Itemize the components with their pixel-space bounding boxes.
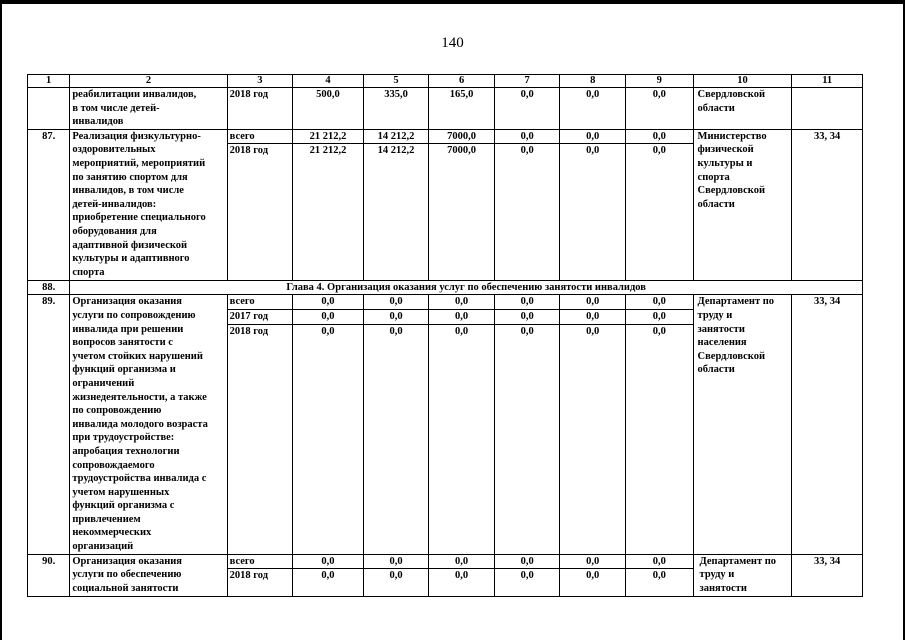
federal-cell [429,295,495,554]
chapter-row [28,280,863,295]
measure-name: Реализация физкультурно- оздоровительных мероприятий, мероприятий по занятию спортом для инвалидов, в том числе детей-инвалидов: приобретение специального оборудования для адаптивной физической культуры и адаптивного спорта [70,129,227,280]
year-cell [227,295,293,554]
amount: 0,0 [364,555,429,570]
measure-name-cell [70,554,227,596]
amount: 0,0 [429,310,494,325]
amount: 0,0 [560,310,625,325]
amount: 0,0 [626,310,693,325]
amount: 0,0 [652,145,666,157]
header-row [28,75,863,88]
year: всего [228,295,293,310]
year-cell [227,129,293,280]
target-numbers [792,88,863,130]
year: 2018 год [229,570,269,582]
amount: 0,0 [364,295,429,310]
local-cell [494,88,560,130]
regional-cell [363,295,429,554]
amount: 0,0 [495,555,560,570]
amount: 0,0 [586,570,600,582]
amount: 7000,0 [447,145,477,157]
amount: 0,0 [321,325,335,337]
table-row [28,88,863,130]
responsible-executor: Министерство физической культуры и спорта Свердловской области [693,129,792,280]
year: 2018 год [229,325,269,337]
federal-cell [429,88,495,130]
col-header: 1 [28,75,70,88]
amount: 0,0 [364,310,429,325]
amount: 0,0 [560,130,625,145]
col-header: 6 [429,75,495,88]
amount: 335,0 [384,89,408,100]
amount: 0,0 [586,325,600,337]
year: 2017 год [228,310,293,325]
other-cell [625,129,693,280]
regional-cell [363,88,429,130]
responsible-executor: Свердловской области [693,88,792,130]
target-numbers: 33, 34 [792,554,863,596]
row-number: 87. [28,129,70,280]
amount: 21 212,2 [293,130,363,145]
amount: 0,0 [586,145,600,157]
amount: 0,0 [520,570,534,582]
table-row [28,295,863,554]
amount: 0,0 [495,310,560,325]
amount: 0,0 [429,555,494,570]
amount: 21 212,2 [309,145,347,157]
table-row [28,554,863,596]
other-cell [625,295,693,554]
regional-cell [363,554,429,596]
col-header: 3 [227,75,293,88]
col-header: 10 [693,75,792,88]
measure-name: Организация оказания услуги по обеспечению социальной занятости [72,555,182,594]
responsible-executor-cell [693,554,792,596]
responsible-executor: Департамент по труду и занятости [699,555,777,594]
amount: 0,0 [560,555,625,570]
amount: 14 212,2 [377,145,415,157]
amount: 0,0 [652,89,666,100]
row-number [28,88,70,130]
page-left-border [0,0,2,640]
amount: 0,0 [293,310,363,325]
amount: 0,0 [652,570,666,582]
chapter-heading: Глава 4. Организация оказания услуг по обеспечению занятости инвалидов [70,280,863,295]
budget-table [27,74,863,597]
amount: 0,0 [455,570,469,582]
total-cell [293,554,364,596]
col-header: 9 [625,75,693,88]
row-number: 90. [28,554,70,596]
row-number: 89. [28,295,70,554]
col-header: 5 [363,75,429,88]
other-cell [625,554,693,596]
year: 2018 год [229,145,269,157]
offbudget-cell [560,554,626,596]
total-cell [293,295,364,554]
local-cell [494,129,560,280]
amount: 165,0 [449,89,474,100]
col-header: 11 [792,75,863,88]
other-cell [625,88,693,130]
target-numbers: 33, 34 [792,295,863,554]
offbudget-cell [560,88,626,130]
amount: 0,0 [560,295,625,310]
year: всего [228,555,293,570]
local-cell [494,554,560,596]
federal-cell [429,554,495,596]
total-cell [293,129,364,280]
target-numbers: 33, 34 [792,129,863,280]
year: 2018 год [229,89,269,100]
year-cell [227,88,293,130]
amount: 0,0 [495,295,560,310]
amount: 0,0 [652,325,666,337]
regional-cell [363,129,429,280]
amount: 0,0 [495,130,560,145]
col-header: 7 [494,75,560,88]
amount: 0,0 [455,325,469,337]
local-cell [494,295,560,554]
col-header: 4 [293,75,364,88]
federal-cell [429,129,495,280]
measure-name: Организация оказания услуги по сопровождению инвалида при решении вопросов занятости с учетом стойких нарушений функций организма и ограничений жизнедеятельности, а также по сопровождению инвалида молодого возраста при трудоустройстве: апробация технологии сопровождаемого трудоустройства инвалида с учетом нарушенных функций организма с привлечением некоммерческих организаций [70,295,227,554]
col-header: 2 [70,75,227,88]
row-number: 88. [28,280,70,295]
total-cell [293,88,364,130]
amount: 0,0 [586,89,600,100]
amount: 0,0 [520,325,534,337]
amount: 0,0 [626,555,693,570]
responsible-executor: Департамент по труду и занятости населения Свердловской области [693,295,792,554]
amount: 0,0 [321,570,335,582]
offbudget-cell [560,129,626,280]
amount: 500,0 [316,89,340,100]
amount: 0,0 [293,555,363,570]
amount: 0,0 [389,325,403,337]
amount: 0,0 [520,145,534,157]
col-header: 8 [560,75,626,88]
year: всего [228,130,293,145]
table-row [28,129,863,280]
amount: 14 212,2 [364,130,429,145]
amount: 0,0 [626,130,693,145]
amount: 0,0 [626,295,693,310]
offbudget-cell [560,295,626,554]
amount: 0,0 [389,570,403,582]
page-top-border [0,0,905,4]
year-cell [227,554,293,596]
page-number: 140 [441,35,464,51]
amount: 0,0 [520,89,534,100]
measure-name: реабилитации инвалидов, в том числе детей- инвалидов [70,88,227,130]
amount: 0,0 [429,295,494,310]
amount: 0,0 [293,295,363,310]
amount: 7000,0 [429,130,494,145]
